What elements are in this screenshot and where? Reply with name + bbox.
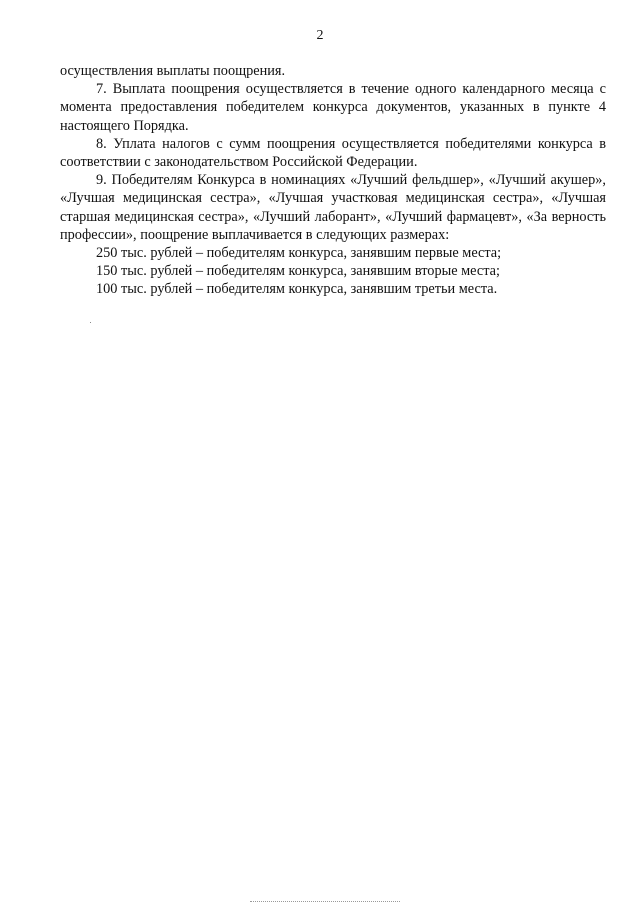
amount-first-place: 250 тыс. рублей – победителям конкурса, занявшим первые места;: [96, 245, 502, 262]
scan-bottom-mark: [250, 901, 400, 903]
page-number: 2: [316, 28, 324, 43]
paragraph-7: 7. Выплата поощрения осуществляется в течение одного календарного месяца с момента предоставления победителем конкурса документов, указанных в пункте 4 настоящего Порядка.: [60, 81, 606, 134]
paragraph-8: 8. Уплата налогов с сумм поощрения осуществляется победителями конкурса в соответствии с законодательством Российской Федерации.: [60, 135, 606, 171]
amount-second-place: 150 тыс. рублей – победителям конкурса, занявшим вторые места;: [96, 263, 500, 280]
amount-third-place: 100 тыс. рублей – победителям конкурса, занявшим третьи места.: [96, 281, 498, 298]
document-body: [60, 62, 606, 299]
paragraph-continuation: осуществления выплаты поощрения.: [60, 63, 286, 79]
paragraph-9: 9. Победителям Конкурса в номинациях «Лучший фельдшер», «Лучший акушер», «Лучшая медицинская сестра», «Лучшая участковая медицинская сестра», «Лучшая старшая медицинская сестра», «Лучший лаборант», «Лучший фармацевт», «За верность профессии», поощрение выплачивается в следующих размерах:: [60, 172, 606, 243]
scan-speck: [90, 322, 91, 323]
